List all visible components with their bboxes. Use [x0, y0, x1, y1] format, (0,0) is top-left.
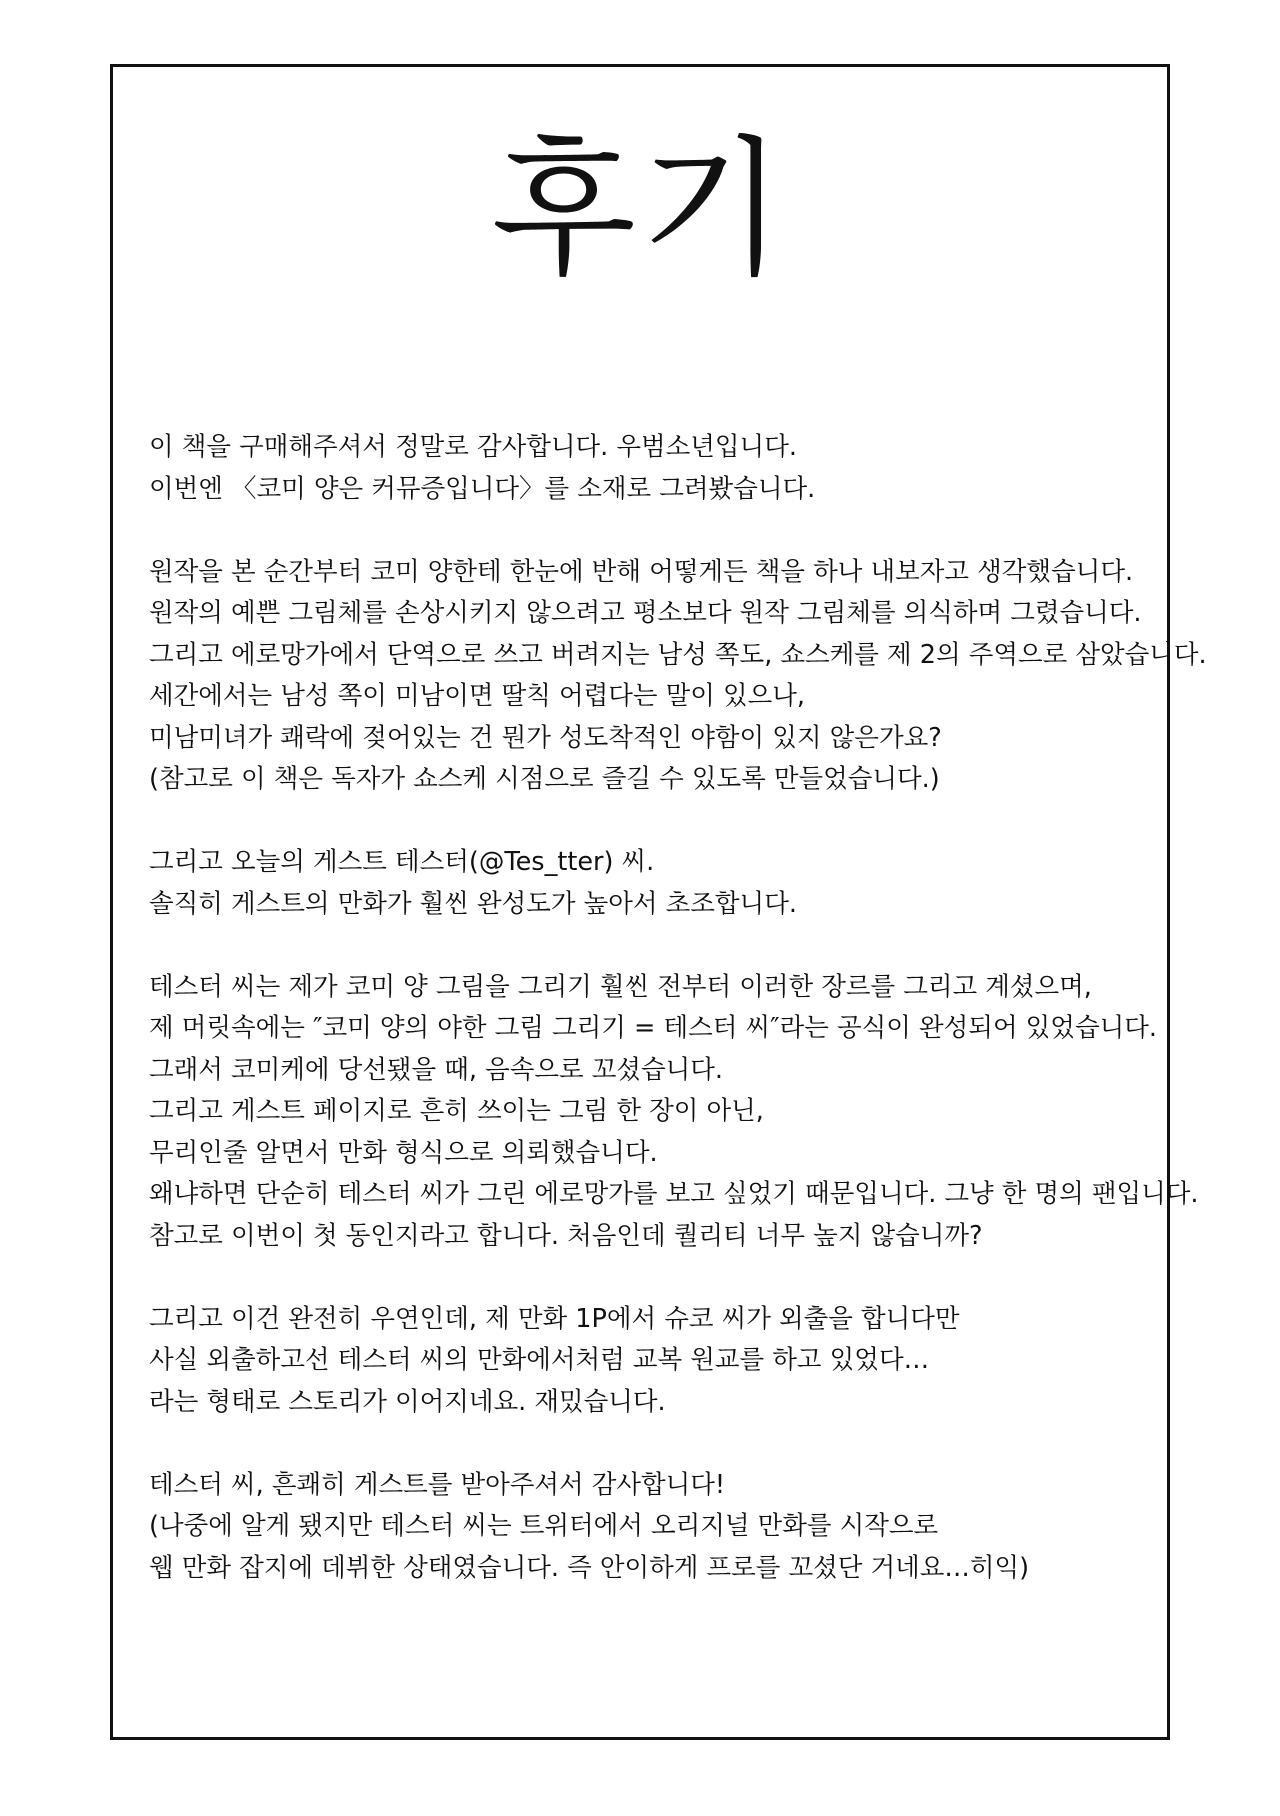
page-title: 후기	[491, 123, 789, 297]
text-line: 미남미녀가 쾌락에 젖어있는 건 뭔가 성도착적인 야함이 있지 않은가요?	[149, 722, 942, 753]
paragraph	[149, 1465, 1149, 1590]
text-line: 원작의 예쁜 그림체를 손상시키지 않으려고 평소보다 원작 그림체를 의식하며 그렸습니다.	[149, 598, 1142, 628]
text-line: 솔직히 게스트의 만화가 훨씬 완성도가 높아서 초조합니다.	[149, 888, 797, 919]
text-line: (참고로 이 책은 독자가 쇼스케 시점으로 즐길 수 있도록 만들었습니다.)	[149, 764, 940, 794]
text-line: 그리고 오늘의 게스트 테스터(@Tes_tter) 씨.	[149, 847, 655, 877]
text-line: 웹 만화 잡지에 데뷔한 상태였습니다. 즉 안이하게 프로를 꼬셨단 거네요…히익)	[149, 1552, 1030, 1583]
text-line: 참고로 이번이 첫 동인지라고 합니다. 처음인데 퀄리티 너무 높지 않습니까?	[149, 1220, 983, 1251]
afterword-body	[149, 427, 1207, 1631]
paragraph	[149, 1299, 1149, 1424]
text-line: 세간에서는 남성 쪽이 미남이면 딸칙 어렵다는 말이 있으나,	[149, 681, 806, 711]
text-line: 이 책을 구매해주셔서 정말로 감사합니다. 우범소년입니다.	[149, 432, 797, 462]
text-line: 테스터 씨, 흔쾌히 게스트를 받아주셔서 감사합니다!	[149, 1469, 726, 1500]
text-line: 원작을 본 순간부터 코미 양한테 한눈에 반해 어떻게든 책을 하나 내보자고 생각했습니다.	[149, 556, 1134, 587]
paragraph	[149, 967, 1199, 1258]
text-line: 테스터 씨는 제가 코미 양 그림을 그리기 훨씬 전부터 이러한 장르를 그리고 계셨으며,	[149, 971, 1092, 1002]
text-line: 그리고 에로망가에서 단역으로 쓰고 버려지는 남성 쪽도, 쇼스케를 제 2의 주역으로 삼았습니다.	[149, 639, 1207, 670]
page-frame	[110, 64, 1207, 1740]
paragraph	[149, 427, 1149, 510]
text-line: 왜냐하면 단순히 테스터 씨가 그린 에로망가를 보고 싶었기 때문입니다. 그냥 한 명의 팬입니다.	[149, 1179, 1199, 1209]
text-line: 그리고 게스트 페이지로 흔히 쓰이는 그림 한 장이 아닌,	[149, 1096, 764, 1126]
text-line: 그래서 코미케에 당선됐을 때, 음속으로 꼬셨습니다.	[149, 1054, 724, 1085]
text-line: 제 머릿속에는 ″코미 양의 야한 그림 그리기 = 테스터 씨″라는 공식이 완성되어 있었습니다.	[149, 1013, 1157, 1043]
text-line: 그리고 이건 완전히 우연인데, 제 만화 1P에서 슈코 씨가 외출을 합니다만	[149, 1303, 960, 1334]
text-line: 이번엔 〈코미 양은 커뮤증입니다〉를 소재로 그려봤습니다.	[149, 473, 816, 504]
paragraph	[149, 842, 1149, 925]
text-line: 사실 외출하고선 테스터 씨의 만화에서처럼 교복 원교를 하고 있었다…	[149, 1345, 930, 1375]
text-line: 라는 형태로 스토리가 이어지네요. 재밌습니다.	[149, 1386, 666, 1417]
paragraph	[149, 552, 1207, 801]
text-line: 무리인줄 알면서 만화 형식으로 의뢰했습니다.	[149, 1137, 658, 1168]
text-line: (나중에 알게 됐지만 테스터 씨는 트위터에서 오리지널 만화를 시작으로	[149, 1511, 939, 1541]
